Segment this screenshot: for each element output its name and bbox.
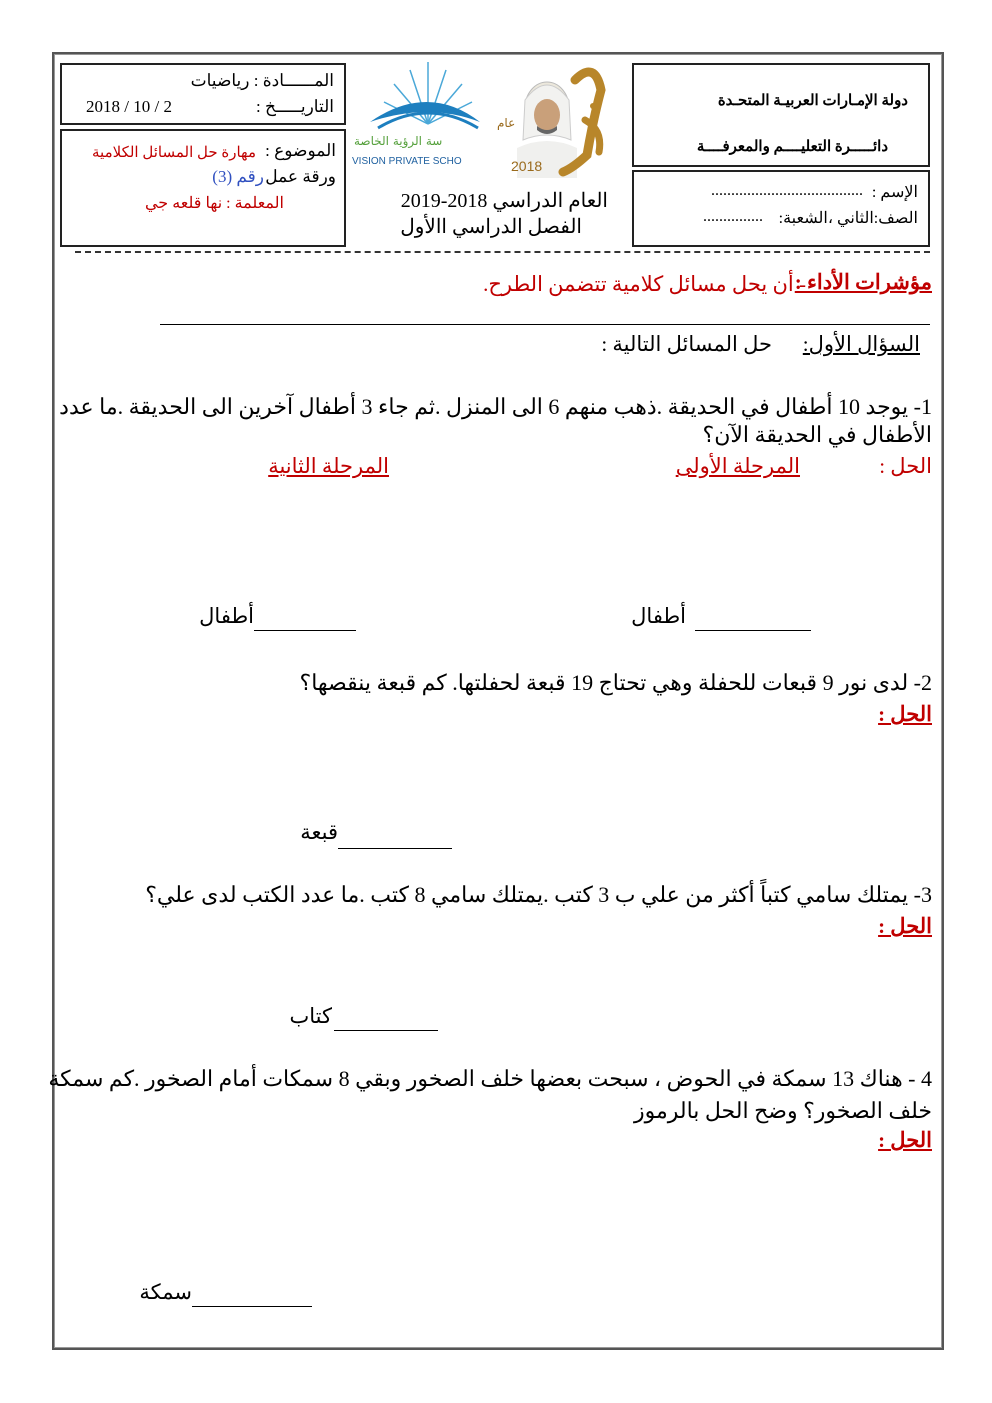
date-month: 10 [133,97,151,116]
question-4-solution-label: الحل : [878,1128,932,1152]
question-4-line-1: 4 - هناك 13 سمكة في الحوض ، سبحت بعضها خلف الصخور وبقي 8 سمكات أمام الصخور .كم سمكة [48,1066,932,1091]
section-instruction: حل المسائل التالية : [601,332,772,356]
question-2-answer-unit: قبعة [300,820,338,844]
department-name: دائـــــرة التعليــــم والمعرفــــة [696,139,888,155]
question-1-answer-1-unit: أطفال [631,604,686,628]
question-4-line-2: خلف الصخور؟ وضح الحل بالرموز [633,1098,932,1123]
topic-value: مهارة حل المسائل الكلامية [92,145,256,161]
school-name-ar: سة الرؤية الخاصة [354,134,443,148]
name-label: الإسم : [871,184,918,201]
date-year: 2018 [86,97,120,116]
class-field[interactable]: ............... [703,208,763,225]
question-4-answer-blank[interactable] [192,1306,312,1307]
zayed-year-number: 2018 [511,158,543,174]
question-3-text: 3- يمتلك سامي كتباً أكثر من علي ب 3 كتب .يمتلك سامي 8 كتب .ما عدد الكتب لدى علي؟ [145,882,932,907]
topic-label: الموضوع : [265,141,336,160]
school-logo [350,62,480,172]
worksheet-label: ورقة عمل [265,167,336,186]
zayed-year-logo [497,60,613,178]
sunrise-logo-icon [350,62,480,142]
date-sep-2: / [154,97,164,116]
question-4-answer-unit: سمكة [139,1280,192,1304]
question-3-answer-unit: كتاب [289,1004,332,1028]
academic-year: العام الدراسي 2018-2019 [400,190,608,212]
question-1-stage-1: المرحلة الأولى [675,454,800,478]
indicators-underline [160,324,930,325]
section-title [803,332,920,357]
date-label: التاريـــــخ : [255,97,334,116]
student-info-box [632,170,930,247]
subject-line: المــــــادة : رياضيات [190,71,334,90]
topic-box [60,129,346,247]
question-1-line-2: الأطفال في الحديقة الآن؟ [702,422,932,447]
subject-date-box [60,63,346,125]
date-day: 2 [163,97,172,116]
school-name-en: VISION PRIVATE SCHO [352,156,462,167]
question-1-answer-2-blank[interactable] [254,630,356,631]
worksheet-number: رقم (3) [212,167,264,186]
question-2-solution-label: الحل : [878,702,932,726]
indicators-label-text: مؤشرات الأداء : [794,270,932,294]
zayed-year-word: عام [497,116,516,130]
date-value [86,97,172,117]
country-name: دولة الإمـارات العربيـة المتحـدة [717,93,908,109]
semester: الفصل الدراسي االأول [400,216,582,238]
indicators-text: - أن يحل مسائل كلامية تتضمن الطرح. [483,272,806,296]
question-1-answer-1-blank[interactable] [695,630,811,631]
question-2-answer-blank[interactable] [338,848,452,849]
teacher-name: المعلمة : نها قلعه جي [144,195,284,212]
class-label: الصف:الثاني ،الشعبة: [778,210,918,227]
header-divider [75,251,930,253]
name-field[interactable]: ...................................... [711,182,863,199]
question-2-text: 2- لدى نور 9 قبعات للحفلة وهي تحتاج 19 قبعة لحفلتها. كم قبعة ينقصها؟ [299,670,932,695]
question-1-solution-label: الحل : [879,454,932,478]
question-1-answer-2-unit: أطفال [199,604,254,628]
question-3-solution-label: الحل : [878,914,932,938]
indicators-label [795,270,932,295]
question-1-line-1: 1- يوجد 10 أطفال في الحديقة .ذهب منهم 6 الى المنزل .ثم جاء 3 أطفال آخرين الى الحديقة .ما عدد [59,394,932,419]
question-3-answer-blank[interactable] [334,1030,438,1031]
question-1-stage-2: المرحلة الثانية [268,454,389,478]
zayed-name [503,60,505,61]
header-right-box [632,63,930,167]
section-title-text: السؤال الأول: [802,332,920,356]
date-sep-1: / [124,97,134,116]
